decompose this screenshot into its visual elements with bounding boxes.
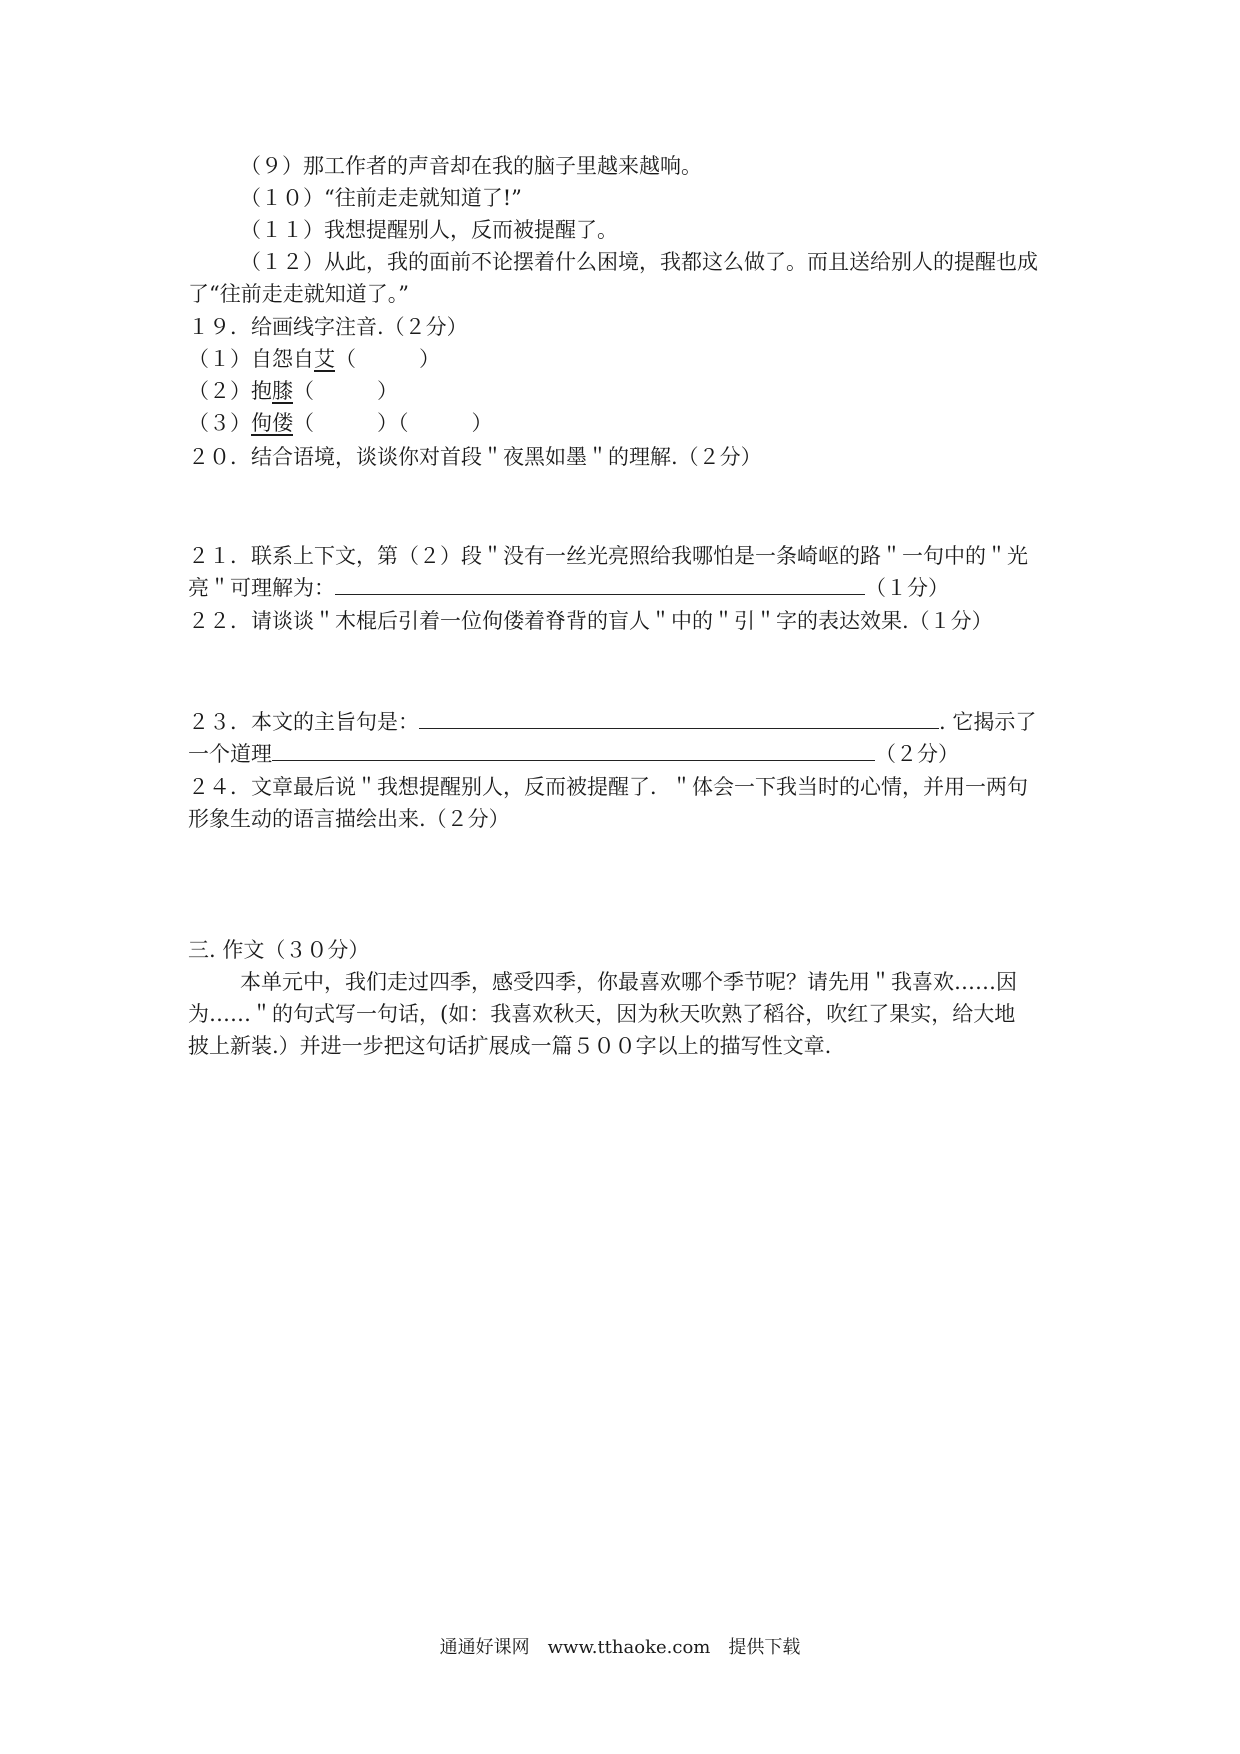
question-19-item-1 bbox=[188, 343, 1060, 375]
passage-p12-line2: 了“往前走走就知道了。” bbox=[188, 282, 409, 306]
passage-p11: （１１）我想提醒别人，反而被提醒了。 bbox=[240, 218, 618, 242]
footer-credit: 通通好课网 www.tthaoke.com 提供下载 bbox=[439, 1637, 801, 1658]
question-24-line1: ２４．文章最后说＂我想提醒别人，反而被提醒了．＂体会一下我当时的心情，并用一两句 bbox=[188, 775, 1028, 799]
passage-p12-line1: （１２）从此，我的面前不论摆着什么困境，我都这么做了。而且送给别人的提醒也成 bbox=[240, 250, 1038, 274]
essay-line2: 为……＂的句式写一句话，(如：我喜欢秋天，因为秋天吹熟了稻谷，吹红了果实，给大地 bbox=[188, 1002, 1016, 1026]
item-label: （２）抱 bbox=[188, 379, 272, 403]
answer-parens: （ ）（ ） bbox=[293, 411, 493, 435]
question-23-label-2: 一个道理 bbox=[188, 742, 272, 766]
question-24-line2: 形象生动的语言描绘出来.（２分） bbox=[188, 807, 510, 831]
underlined-char: 膝 bbox=[272, 379, 293, 403]
underlined-char: 佝偻 bbox=[251, 411, 293, 435]
question-21-label: 亮＂可理解为： bbox=[188, 576, 335, 600]
item-label: （３） bbox=[188, 411, 251, 435]
question-22-prompt: ２２．请谈谈＂木棍后引着一位佝偻着脊背的盲人＂中的＂引＂字的表达效果.（１分） bbox=[188, 609, 993, 633]
question-19-prompt: １９．给画线字注音.（２分） bbox=[188, 315, 468, 339]
essay-line3: 披上新装.）并进一步把这句话扩展成一篇５００字以上的描写性文章. bbox=[188, 1034, 832, 1058]
answer-blank[interactable] bbox=[335, 572, 865, 595]
passage-p9: （９）那工作者的声音却在我的脑子里越来越响。 bbox=[240, 154, 702, 178]
answer-blank[interactable] bbox=[272, 738, 875, 761]
question-19-item-2 bbox=[188, 375, 1060, 407]
question-19-item-3 bbox=[188, 407, 1060, 439]
answer-parens: （ ） bbox=[335, 347, 440, 371]
answer-blank[interactable] bbox=[419, 706, 939, 729]
essay-line1: 本单元中，我们走过四季，感受四季，你最喜欢哪个季节呢？请先用＂我喜欢……因 bbox=[240, 970, 1017, 994]
item-label: （１）自怨自 bbox=[188, 347, 314, 371]
question-23-line2 bbox=[188, 738, 1060, 770]
question-21-points: （１分） bbox=[865, 576, 949, 600]
question-23-line1 bbox=[188, 706, 1060, 738]
essay-heading: 三. 作文（３０分） bbox=[188, 938, 370, 962]
question-23-tail: . 它揭示了 bbox=[939, 710, 1037, 734]
question-23-label: ２３．本文的主旨句是： bbox=[188, 710, 419, 734]
question-21-line2 bbox=[188, 572, 1060, 604]
question-23-points: （２分） bbox=[875, 742, 959, 766]
underlined-char: 艾 bbox=[314, 347, 335, 371]
answer-parens: （ ） bbox=[293, 379, 398, 403]
question-21-line1: ２１．联系上下文，第（２）段＂没有一丝光亮照给我哪怕是一条崎岖的路＂一句中的＂光 bbox=[188, 544, 1028, 568]
question-20-prompt: ２０．结合语境，谈谈你对首段＂夜黑如墨＂的理解.（２分） bbox=[188, 445, 762, 469]
passage-p10: （１０）“往前走走就知道了!” bbox=[240, 186, 522, 210]
